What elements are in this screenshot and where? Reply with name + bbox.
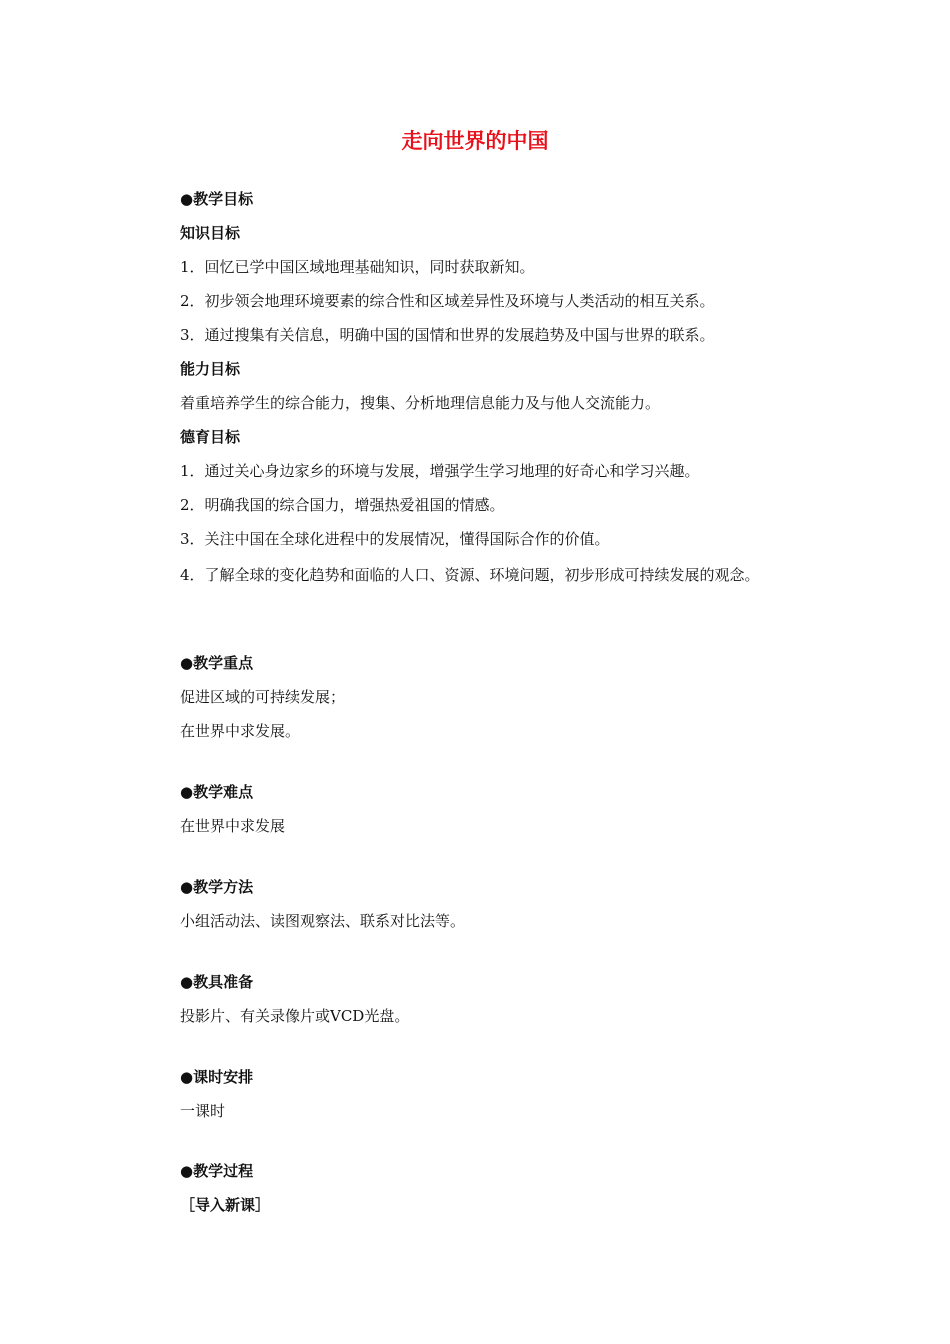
schedule-text: 一课时	[180, 1102, 226, 1120]
methods-text: 小组活动法、读图观察法、联系对比法等。	[180, 912, 466, 930]
moral-item: 4．了解全球的变化趋势和面临的人口、资源、环境问题，初步形成可持续发展的观念。	[180, 566, 760, 584]
moral-item: 1．通过关心身边家乡的环境与发展，增强学生学习地理的好奇心和学习兴趣。	[180, 462, 700, 480]
section-heading-process: ●教学过程	[180, 1162, 254, 1180]
subheading-moral: 德育目标	[180, 428, 241, 446]
key-point-item: 在世界中求发展。	[180, 722, 301, 740]
section-heading-schedule: ●课时安排	[180, 1068, 254, 1086]
key-point-item: 促进区域的可持续发展；	[180, 688, 346, 706]
difficulty-text: 在世界中求发展	[180, 817, 286, 835]
moral-item: 3．关注中国在全球化进程中的发展情况，懂得国际合作的价值。	[180, 530, 610, 548]
section-heading-key-points: ●教学重点	[180, 654, 254, 672]
document-title: 走向世界的中国	[401, 129, 549, 153]
knowledge-item: 1．回忆已学中国区域地理基础知识，同时获取新知。	[180, 258, 535, 276]
moral-item: 2．明确我国的综合国力，增强热爱祖国的情感。	[180, 496, 505, 514]
section-heading-methods: ●教学方法	[180, 878, 254, 896]
ability-text: 着重培养学生的综合能力，搜集、分析地理信息能力及与他人交流能力。	[180, 394, 661, 412]
section-heading-tools: ●教具准备	[180, 973, 254, 991]
process-intro: ［导入新课］	[180, 1196, 271, 1214]
knowledge-item: 3．通过搜集有关信息，明确中国的国情和世界的发展趋势及中国与世界的联系。	[180, 326, 715, 344]
subheading-ability: 能力目标	[180, 360, 241, 378]
section-heading-objectives: ●教学目标	[180, 190, 254, 208]
section-heading-difficulty: ●教学难点	[180, 783, 254, 801]
subheading-knowledge: 知识目标	[180, 224, 241, 242]
tools-text: 投影片、有关录像片或VCD光盘。	[180, 1007, 410, 1025]
knowledge-item: 2．初步领会地理环境要素的综合性和区域差异性及环境与人类活动的相互关系。	[180, 292, 715, 310]
